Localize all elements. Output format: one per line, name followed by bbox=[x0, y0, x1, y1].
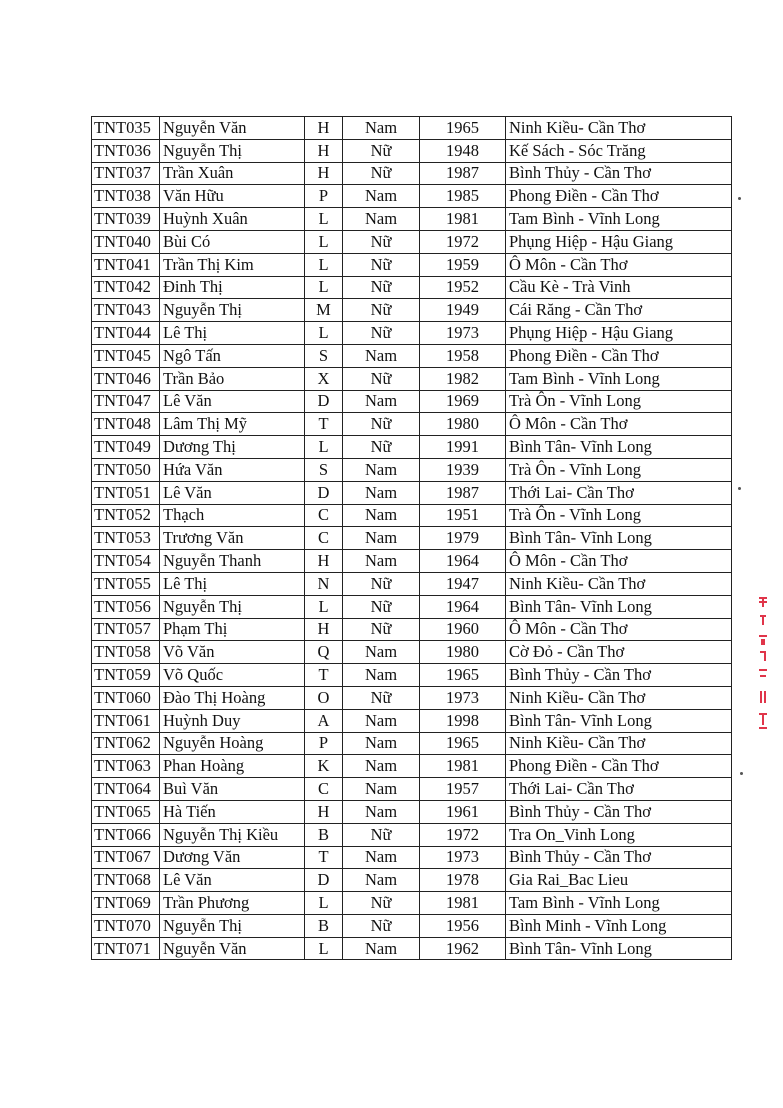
birth-year-cell: 1958 bbox=[420, 344, 506, 367]
gender-cell: Nữ bbox=[343, 276, 420, 299]
gender-cell: Nam bbox=[343, 185, 420, 208]
table-row bbox=[92, 846, 732, 869]
record-id-cell: TNT065 bbox=[92, 800, 160, 823]
gender-cell: Nam bbox=[343, 550, 420, 573]
name-cell: Trần Thị Kim bbox=[160, 253, 305, 276]
record-id-cell: TNT058 bbox=[92, 641, 160, 664]
table-row bbox=[92, 869, 732, 892]
table-row bbox=[92, 709, 732, 732]
record-id-cell: TNT039 bbox=[92, 208, 160, 231]
gender-cell: Nữ bbox=[343, 139, 420, 162]
record-id-cell: TNT054 bbox=[92, 550, 160, 573]
hometown-cell: Ninh Kiều- Cần Thơ bbox=[506, 732, 732, 755]
gender-cell: Nam bbox=[343, 664, 420, 687]
table-row bbox=[92, 117, 732, 140]
gender-cell: Nam bbox=[343, 117, 420, 140]
gender-cell: Nữ bbox=[343, 436, 420, 459]
initial-cell: L bbox=[305, 276, 343, 299]
table-row bbox=[92, 276, 732, 299]
initial-cell: D bbox=[305, 390, 343, 413]
initial-cell: P bbox=[305, 185, 343, 208]
margin-dot bbox=[738, 487, 741, 490]
name-cell: Thạch bbox=[160, 504, 305, 527]
record-id-cell: TNT060 bbox=[92, 686, 160, 709]
record-id-cell: TNT037 bbox=[92, 162, 160, 185]
record-id-cell: TNT041 bbox=[92, 253, 160, 276]
hometown-cell: Tam Bình - Vĩnh Long bbox=[506, 208, 732, 231]
hometown-cell: Ninh Kiều- Cần Thơ bbox=[506, 572, 732, 595]
initial-cell: L bbox=[305, 322, 343, 345]
hometown-cell: Bình Thủy - Cần Thơ bbox=[506, 800, 732, 823]
record-id-cell: TNT053 bbox=[92, 527, 160, 550]
hometown-cell: Bình Thủy - Cần Thơ bbox=[506, 162, 732, 185]
initial-cell: L bbox=[305, 595, 343, 618]
initial-cell: H bbox=[305, 162, 343, 185]
birth-year-cell: 1969 bbox=[420, 390, 506, 413]
name-cell: Huỳnh Xuân bbox=[160, 208, 305, 231]
record-id-cell: TNT068 bbox=[92, 869, 160, 892]
name-cell: Lâm Thị Mỹ bbox=[160, 413, 305, 436]
hometown-cell: Bình Thủy - Cần Thơ bbox=[506, 846, 732, 869]
hometown-cell: Bình Tân- Vĩnh Long bbox=[506, 436, 732, 459]
record-id-cell: TNT055 bbox=[92, 572, 160, 595]
name-cell: Võ Quốc bbox=[160, 664, 305, 687]
table-row bbox=[92, 800, 732, 823]
gender-cell: Nam bbox=[343, 208, 420, 231]
hometown-cell: Ninh Kiều- Cần Thơ bbox=[506, 117, 732, 140]
table-row bbox=[92, 572, 732, 595]
record-id-cell: TNT044 bbox=[92, 322, 160, 345]
record-id-cell: TNT067 bbox=[92, 846, 160, 869]
initial-cell: K bbox=[305, 755, 343, 778]
table-row bbox=[92, 937, 732, 960]
birth-year-cell: 1985 bbox=[420, 185, 506, 208]
initial-cell: D bbox=[305, 481, 343, 504]
table-row bbox=[92, 778, 732, 801]
table-row bbox=[92, 230, 732, 253]
record-id-cell: TNT036 bbox=[92, 139, 160, 162]
table-row bbox=[92, 618, 732, 641]
record-id-cell: TNT035 bbox=[92, 117, 160, 140]
name-cell: Ngô Tấn bbox=[160, 344, 305, 367]
initial-cell: T bbox=[305, 413, 343, 436]
initial-cell: C bbox=[305, 778, 343, 801]
birth-year-cell: 1982 bbox=[420, 367, 506, 390]
name-cell: Dương Thị bbox=[160, 436, 305, 459]
birth-year-cell: 1972 bbox=[420, 823, 506, 846]
birth-year-cell: 1960 bbox=[420, 618, 506, 641]
margin-dot bbox=[738, 197, 741, 200]
birth-year-cell: 1949 bbox=[420, 299, 506, 322]
birth-year-cell: 1998 bbox=[420, 709, 506, 732]
name-cell: Bùi Có bbox=[160, 230, 305, 253]
record-id-cell: TNT040 bbox=[92, 230, 160, 253]
hometown-cell: Tam Bình - Vĩnh Long bbox=[506, 367, 732, 390]
initial-cell: B bbox=[305, 823, 343, 846]
hometown-cell: Bình Tân- Vĩnh Long bbox=[506, 937, 732, 960]
gender-cell: Nữ bbox=[343, 299, 420, 322]
hometown-cell: Thới Lai- Cần Thơ bbox=[506, 778, 732, 801]
record-id-cell: TNT048 bbox=[92, 413, 160, 436]
initial-cell: L bbox=[305, 892, 343, 915]
birth-year-cell: 1979 bbox=[420, 527, 506, 550]
table-row bbox=[92, 732, 732, 755]
initial-cell: C bbox=[305, 504, 343, 527]
name-cell: Hà Tiến bbox=[160, 800, 305, 823]
name-cell: Nguyễn Thị Kiều bbox=[160, 823, 305, 846]
gender-cell: Nam bbox=[343, 937, 420, 960]
gender-cell: Nam bbox=[343, 458, 420, 481]
birth-year-cell: 1964 bbox=[420, 595, 506, 618]
gender-cell: Nam bbox=[343, 481, 420, 504]
table-row bbox=[92, 641, 732, 664]
birth-year-cell: 1964 bbox=[420, 550, 506, 573]
birth-year-cell: 1973 bbox=[420, 322, 506, 345]
birth-year-cell: 1956 bbox=[420, 914, 506, 937]
record-id-cell: TNT057 bbox=[92, 618, 160, 641]
gender-cell: Nam bbox=[343, 755, 420, 778]
name-cell: Phan Hoàng bbox=[160, 755, 305, 778]
birth-year-cell: 1991 bbox=[420, 436, 506, 459]
initial-cell: A bbox=[305, 709, 343, 732]
birth-year-cell: 1987 bbox=[420, 481, 506, 504]
record-id-cell: TNT049 bbox=[92, 436, 160, 459]
name-cell: Huỳnh Duy bbox=[160, 709, 305, 732]
table-row bbox=[92, 185, 732, 208]
birth-year-cell: 1948 bbox=[420, 139, 506, 162]
table-row bbox=[92, 299, 732, 322]
record-id-cell: TNT052 bbox=[92, 504, 160, 527]
hometown-cell: Ô Môn - Cần Thơ bbox=[506, 618, 732, 641]
birth-year-cell: 1959 bbox=[420, 253, 506, 276]
name-cell: Trần Bảo bbox=[160, 367, 305, 390]
record-id-cell: TNT056 bbox=[92, 595, 160, 618]
record-id-cell: TNT063 bbox=[92, 755, 160, 778]
hometown-cell: Thới Lai- Cần Thơ bbox=[506, 481, 732, 504]
hometown-cell: Cái Răng - Cần Thơ bbox=[506, 299, 732, 322]
record-id-cell: TNT043 bbox=[92, 299, 160, 322]
gender-cell: Nam bbox=[343, 390, 420, 413]
birth-year-cell: 1981 bbox=[420, 208, 506, 231]
gender-cell: Nam bbox=[343, 778, 420, 801]
table-row bbox=[92, 664, 732, 687]
birth-year-cell: 1961 bbox=[420, 800, 506, 823]
initial-cell: B bbox=[305, 914, 343, 937]
initial-cell: L bbox=[305, 937, 343, 960]
name-cell: Buì Văn bbox=[160, 778, 305, 801]
birth-year-cell: 1980 bbox=[420, 641, 506, 664]
gender-cell: Nữ bbox=[343, 413, 420, 436]
record-id-cell: TNT038 bbox=[92, 185, 160, 208]
name-cell: Nguyễn Văn bbox=[160, 117, 305, 140]
gender-cell: Nữ bbox=[343, 230, 420, 253]
initial-cell: O bbox=[305, 686, 343, 709]
hometown-cell: Trà Ôn - Vĩnh Long bbox=[506, 390, 732, 413]
table-row bbox=[92, 436, 732, 459]
initial-cell: S bbox=[305, 458, 343, 481]
name-cell: Đào Thị Hoàng bbox=[160, 686, 305, 709]
initial-cell: N bbox=[305, 572, 343, 595]
initial-cell: L bbox=[305, 436, 343, 459]
table-row bbox=[92, 344, 732, 367]
initial-cell: S bbox=[305, 344, 343, 367]
initial-cell: Q bbox=[305, 641, 343, 664]
record-id-cell: TNT071 bbox=[92, 937, 160, 960]
roster-table bbox=[91, 116, 732, 960]
table-row bbox=[92, 413, 732, 436]
table-row bbox=[92, 458, 732, 481]
name-cell: Lê Thị bbox=[160, 572, 305, 595]
initial-cell: H bbox=[305, 139, 343, 162]
initial-cell: M bbox=[305, 299, 343, 322]
table-row bbox=[92, 481, 732, 504]
initial-cell: P bbox=[305, 732, 343, 755]
birth-year-cell: 1981 bbox=[420, 755, 506, 778]
gender-cell: Nữ bbox=[343, 162, 420, 185]
hometown-cell: Ô Môn - Cần Thơ bbox=[506, 413, 732, 436]
table-row bbox=[92, 253, 732, 276]
name-cell: Nguyễn Thị bbox=[160, 914, 305, 937]
gender-cell: Nữ bbox=[343, 322, 420, 345]
hometown-cell: Trà Ôn - Vĩnh Long bbox=[506, 504, 732, 527]
gender-cell: Nữ bbox=[343, 618, 420, 641]
gender-cell: Nam bbox=[343, 709, 420, 732]
name-cell: Võ Văn bbox=[160, 641, 305, 664]
table-row bbox=[92, 686, 732, 709]
table-row bbox=[92, 208, 732, 231]
gender-cell: Nữ bbox=[343, 367, 420, 390]
birth-year-cell: 1973 bbox=[420, 846, 506, 869]
hometown-cell: Tam Bình - Vĩnh Long bbox=[506, 892, 732, 915]
gender-cell: Nam bbox=[343, 344, 420, 367]
name-cell: Lê Văn bbox=[160, 869, 305, 892]
hometown-cell: Phong Điền - Cần Thơ bbox=[506, 344, 732, 367]
initial-cell: X bbox=[305, 367, 343, 390]
table-row bbox=[92, 322, 732, 345]
birth-year-cell: 1951 bbox=[420, 504, 506, 527]
birth-year-cell: 1987 bbox=[420, 162, 506, 185]
hometown-cell: Phong Điền - Cần Thơ bbox=[506, 755, 732, 778]
initial-cell: C bbox=[305, 527, 343, 550]
name-cell: Trần Phương bbox=[160, 892, 305, 915]
initial-cell: L bbox=[305, 253, 343, 276]
initial-cell: L bbox=[305, 208, 343, 231]
initial-cell: H bbox=[305, 618, 343, 641]
gender-cell: Nữ bbox=[343, 914, 420, 937]
record-id-cell: TNT064 bbox=[92, 778, 160, 801]
name-cell: Lê Văn bbox=[160, 481, 305, 504]
table-row bbox=[92, 139, 732, 162]
name-cell: Nguyễn Thị bbox=[160, 139, 305, 162]
record-id-cell: TNT045 bbox=[92, 344, 160, 367]
hometown-cell: Bình Minh - Vĩnh Long bbox=[506, 914, 732, 937]
hometown-cell: Kế Sách - Sóc Trăng bbox=[506, 139, 732, 162]
birth-year-cell: 1947 bbox=[420, 572, 506, 595]
initial-cell: H bbox=[305, 117, 343, 140]
gender-cell: Nữ bbox=[343, 823, 420, 846]
initial-cell: T bbox=[305, 664, 343, 687]
record-id-cell: TNT062 bbox=[92, 732, 160, 755]
hometown-cell: Ô Môn - Cần Thơ bbox=[506, 253, 732, 276]
record-id-cell: TNT061 bbox=[92, 709, 160, 732]
hometown-cell: Tra On_Vinh Long bbox=[506, 823, 732, 846]
gender-cell: Nam bbox=[343, 527, 420, 550]
birth-year-cell: 1965 bbox=[420, 117, 506, 140]
gender-cell: Nam bbox=[343, 846, 420, 869]
hometown-cell: Phong Điền - Cần Thơ bbox=[506, 185, 732, 208]
record-id-cell: TNT046 bbox=[92, 367, 160, 390]
record-id-cell: TNT051 bbox=[92, 481, 160, 504]
gender-cell: Nam bbox=[343, 732, 420, 755]
birth-year-cell: 1978 bbox=[420, 869, 506, 892]
birth-year-cell: 1980 bbox=[420, 413, 506, 436]
birth-year-cell: 1939 bbox=[420, 458, 506, 481]
birth-year-cell: 1965 bbox=[420, 732, 506, 755]
hometown-cell: Bình Tân- Vĩnh Long bbox=[506, 709, 732, 732]
gender-cell: Nữ bbox=[343, 572, 420, 595]
name-cell: Nguyễn Thị bbox=[160, 299, 305, 322]
initial-cell: H bbox=[305, 800, 343, 823]
hometown-cell: Trà Ôn - Vĩnh Long bbox=[506, 458, 732, 481]
hometown-cell: Ninh Kiều- Cần Thơ bbox=[506, 686, 732, 709]
hometown-cell: Phụng Hiệp - Hậu Giang bbox=[506, 230, 732, 253]
record-id-cell: TNT042 bbox=[92, 276, 160, 299]
table-row bbox=[92, 755, 732, 778]
name-cell: Đinh Thị bbox=[160, 276, 305, 299]
birth-year-cell: 1957 bbox=[420, 778, 506, 801]
birth-year-cell: 1962 bbox=[420, 937, 506, 960]
name-cell: Trương Văn bbox=[160, 527, 305, 550]
table-row bbox=[92, 504, 732, 527]
record-id-cell: TNT050 bbox=[92, 458, 160, 481]
name-cell: Dương Văn bbox=[160, 846, 305, 869]
gender-cell: Nữ bbox=[343, 253, 420, 276]
initial-cell: D bbox=[305, 869, 343, 892]
hometown-cell: Bình Thủy - Cần Thơ bbox=[506, 664, 732, 687]
name-cell: Phạm Thị bbox=[160, 618, 305, 641]
record-id-cell: TNT070 bbox=[92, 914, 160, 937]
gender-cell: Nam bbox=[343, 504, 420, 527]
roster-body bbox=[92, 117, 732, 960]
initial-cell: H bbox=[305, 550, 343, 573]
side-stamp-mark bbox=[756, 595, 770, 735]
table-row bbox=[92, 595, 732, 618]
gender-cell: Nam bbox=[343, 869, 420, 892]
name-cell: Nguyễn Thị bbox=[160, 595, 305, 618]
record-id-cell: TNT047 bbox=[92, 390, 160, 413]
gender-cell: Nữ bbox=[343, 595, 420, 618]
birth-year-cell: 1972 bbox=[420, 230, 506, 253]
name-cell: Văn Hữu bbox=[160, 185, 305, 208]
hometown-cell: Bình Tân- Vĩnh Long bbox=[506, 595, 732, 618]
hometown-cell: Phụng Hiệp - Hậu Giang bbox=[506, 322, 732, 345]
hometown-cell: Cầu Kè - Trà Vinh bbox=[506, 276, 732, 299]
gender-cell: Nam bbox=[343, 800, 420, 823]
gender-cell: Nam bbox=[343, 641, 420, 664]
birth-year-cell: 1973 bbox=[420, 686, 506, 709]
table-row bbox=[92, 162, 732, 185]
table-row bbox=[92, 892, 732, 915]
birth-year-cell: 1965 bbox=[420, 664, 506, 687]
name-cell: Nguyễn Văn bbox=[160, 937, 305, 960]
table-row bbox=[92, 367, 732, 390]
name-cell: Lê Văn bbox=[160, 390, 305, 413]
birth-year-cell: 1952 bbox=[420, 276, 506, 299]
hometown-cell: Ô Môn - Cần Thơ bbox=[506, 550, 732, 573]
record-id-cell: TNT069 bbox=[92, 892, 160, 915]
name-cell: Lê Thị bbox=[160, 322, 305, 345]
record-id-cell: TNT066 bbox=[92, 823, 160, 846]
name-cell: Hứa Văn bbox=[160, 458, 305, 481]
birth-year-cell: 1981 bbox=[420, 892, 506, 915]
name-cell: Nguyễn Thanh bbox=[160, 550, 305, 573]
margin-dot bbox=[740, 772, 743, 775]
table-row bbox=[92, 823, 732, 846]
hometown-cell: Gia Rai_Bac Lieu bbox=[506, 869, 732, 892]
hometown-cell: Bình Tân- Vĩnh Long bbox=[506, 527, 732, 550]
initial-cell: T bbox=[305, 846, 343, 869]
gender-cell: Nữ bbox=[343, 892, 420, 915]
gender-cell: Nữ bbox=[343, 686, 420, 709]
record-id-cell: TNT059 bbox=[92, 664, 160, 687]
name-cell: Trần Xuân bbox=[160, 162, 305, 185]
name-cell: Nguyễn Hoàng bbox=[160, 732, 305, 755]
table-row bbox=[92, 914, 732, 937]
hometown-cell: Cờ Đỏ - Cần Thơ bbox=[506, 641, 732, 664]
table-row bbox=[92, 550, 732, 573]
initial-cell: L bbox=[305, 230, 343, 253]
table-row bbox=[92, 527, 732, 550]
table-row bbox=[92, 390, 732, 413]
